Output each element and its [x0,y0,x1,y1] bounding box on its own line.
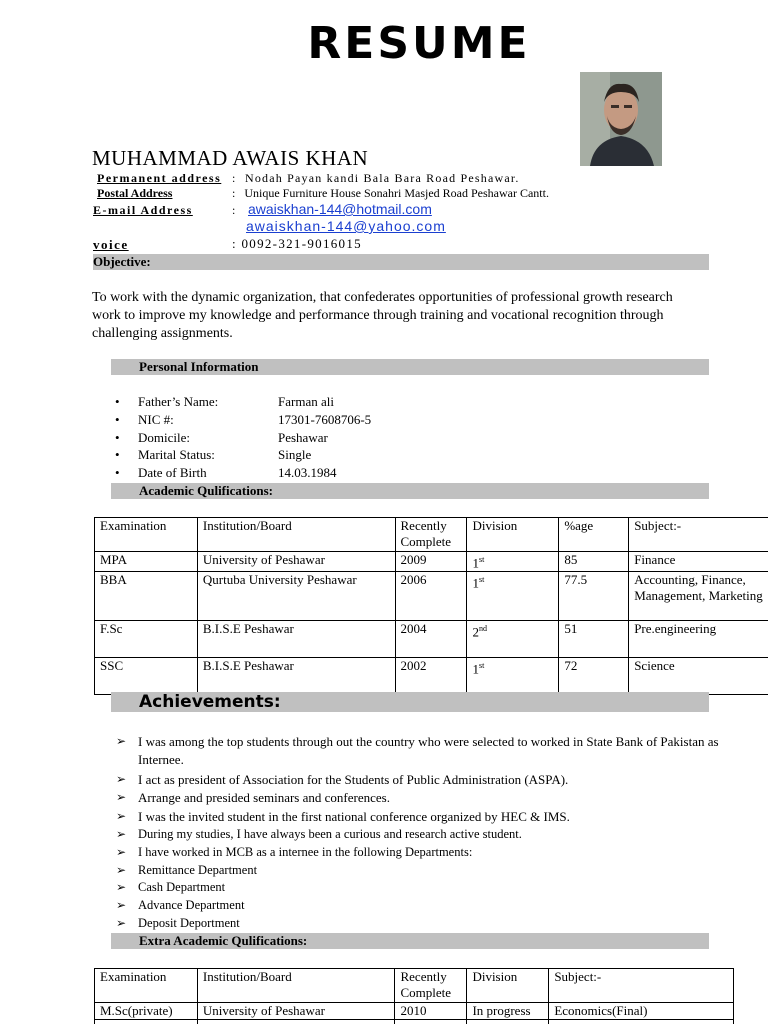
profile-photo [580,72,662,166]
list-item: ➢ Deposit Deportment [110,915,720,933]
cell-subject: Finance [629,552,768,572]
arrow-bullet-icon: ➢ [116,915,127,930]
arrow-bullet-icon: ➢ [116,898,127,913]
cell-inst: Qurtuba University Peshawar [197,572,395,621]
voice-label: voice [93,237,129,252]
email-link-yahoo[interactable]: awaiskhan-144@yahoo.com [246,218,446,234]
cell-exam: MPA [95,552,198,572]
list-item: ➢ Arrange and presided seminars and conferences. [116,790,390,806]
arrow-bullet-icon: ➢ [116,771,127,786]
cell-subject: Economics(Final) [549,1003,734,1020]
list-item: ➢ I have worked in MCB as a internee in the following Departments: [110,844,720,862]
arrow-bullet-icon: ➢ [116,880,127,895]
academic-table [94,517,768,695]
list-item: ➢ I was among the top students through out the country who were selected to worked in State Bank of Pakistan as Internee. [116,734,719,767]
cell-exam: SSC [95,658,198,695]
cell-inst: B.I.S.E Peshawar [197,621,395,658]
cell-year: 2004 [395,621,467,658]
cell-exam: F.Sc [95,621,198,658]
list-item: ➢ Advance Department [110,897,720,915]
cell-pct: 51 [559,621,629,658]
header-cell: Division [467,969,549,1003]
header-cell: Recently Complete [395,969,467,1003]
list-item: • Marital Status: Single [115,447,312,463]
list-item: • Father’s Name: Farman ali [115,394,334,409]
cell-pct: 85 [559,552,629,572]
header-cell: Institution/Board [197,969,395,1003]
permanent-address-value: : Nodah Payan kandi Bala Bara Road Peshawar. [232,171,520,185]
list-item: ➢ I act as president of Association for the Students of Public Administration (ASPA). [116,771,569,787]
achievements-list [110,733,720,933]
arrow-bullet-icon: ➢ [116,790,127,805]
bullet-icon: • [115,394,120,409]
bullet-icon: • [115,465,120,481]
table-row [95,658,768,695]
email-colon: : [232,203,236,217]
list-item: • Domicile: Peshawar [115,429,328,445]
arrow-bullet-icon: ➢ [116,826,127,841]
cell-div: 2nd [467,621,559,658]
postal-address-value: : Unique Furniture House Sonahri Masjed Road Peshawar Cantt. [232,186,549,200]
table-row [95,621,768,658]
permanent-address-label: Permanent address [97,171,222,185]
cell-div: 1st [467,552,559,572]
voice-value: : 0092-321-9016015 [232,236,362,251]
header-cell: Recently Complete [395,518,467,552]
postal-address-label: Postal Address [97,186,173,200]
list-item: ➢ Remittance Department [110,862,720,880]
list-item: • NIC #: 17301-7608706-5 [115,411,372,427]
table-row [95,552,768,572]
header-cell: Division [467,518,559,552]
header-cell: Subject:- [549,969,734,1003]
cell-subject [549,1020,734,1024]
personal-info-heading: Personal Information [111,359,709,375]
bullet-icon: • [115,411,120,427]
academic-heading: Academic Qulifications: [111,483,709,499]
cell-div: 1st [467,658,559,695]
table-row [95,1003,734,1020]
extra-table-wrap [94,968,768,1024]
header-cell: %age [559,518,629,552]
bullet-icon: • [115,429,120,445]
table-row [95,572,768,621]
header-cell: Examination [95,518,198,552]
table-header-row [95,969,734,1003]
cell-year: 2002 [395,658,467,695]
arrow-bullet-icon: ➢ [116,734,127,748]
cell-div [467,1020,549,1024]
extra-academic-table [94,968,734,1024]
personal-info-list [110,393,510,482]
email-link-hotmail[interactable]: awaiskhan-144@hotmail.com [248,201,432,217]
header-cell: Institution/Board [197,518,395,552]
header-cell: Subject:- [629,518,768,552]
header-cell: Examination [95,969,198,1003]
cell-year [395,1020,467,1024]
cell-subject: Science [629,658,768,695]
achievements-heading: Achievements: [111,692,709,712]
cell-exam [95,1020,198,1024]
cell-inst [197,1020,395,1024]
cell-pct: 77.5 [559,572,629,621]
cell-subject: Accounting, Finance, Management, Marketing [629,572,768,621]
resume-title: RESUME [307,18,531,69]
cell-inst: University of Peshawar [197,1003,395,1020]
list-item: • Date of Birth 14.03.1984 [115,465,337,481]
cell-exam: M.Sc(private) [95,1003,198,1020]
table-row [95,1020,734,1024]
list-item: ➢ During my studies, I have always been a curious and research active student. [110,826,720,844]
cell-exam: BBA [95,572,198,621]
arrow-bullet-icon: ➢ [116,809,127,824]
cell-inst: University of Peshawar [197,552,395,572]
candidate-name: MUHAMMAD AWAIS KHAN [92,146,369,170]
cell-year: 2009 [395,552,467,572]
cell-inst: B.I.S.E Peshawar [197,658,395,695]
table-header-row [95,518,768,552]
list-item: ➢ Cash Department [110,879,720,897]
arrow-bullet-icon: ➢ [116,844,127,859]
objective-text: To work with the dynamic organization, that confederates opportunities of professional growth research work to improve my knowledge and performance through training and vocational recognition through challenging assignments. [92,290,673,341]
email-label: E-mail Address [93,203,193,217]
cell-pct: 72 [559,658,629,695]
bullet-icon: • [115,447,120,463]
objective-heading: Objective: [93,254,709,270]
arrow-bullet-icon: ➢ [116,862,127,877]
list-item: ➢ I was the invited student in the first national conference organized by HEC & IMS. [116,809,570,825]
academic-table-wrap [94,517,768,695]
cell-year: 2006 [395,572,467,621]
extra-academic-heading: Extra Academic Qulifications: [111,933,709,949]
cell-year: 2010 [395,1003,467,1020]
cell-subject: Pre.engineering [629,621,768,658]
cell-div: 1st [467,572,559,621]
cell-div: In progress [467,1003,549,1020]
